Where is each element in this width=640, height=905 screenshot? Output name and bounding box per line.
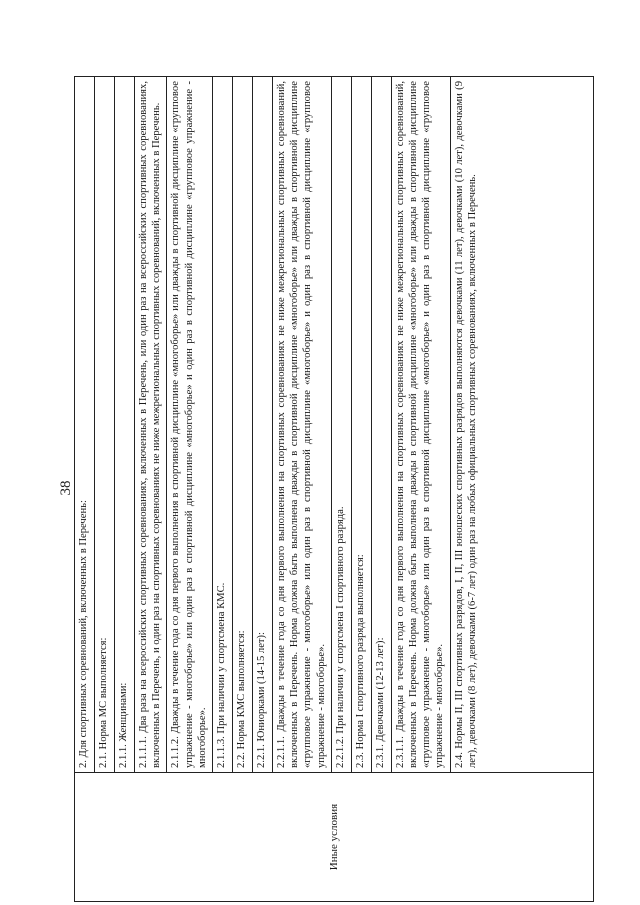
list-item: 2.1. Норма МС выполняется: xyxy=(95,77,115,772)
rotated-document-page xyxy=(58,76,594,902)
list-item: 2.1.1.1. Два раза на всероссийских спортивных соревнованиях, включенных в Перечень, или один раз на всероссийских спортивных соревнованиях, включенных в Перечень, и один раз на спортивных соревнованиях не ниже межрегиональных спортивных соревнований, включенных в Перечень. xyxy=(135,77,167,772)
page-number: 38 xyxy=(58,480,74,496)
list-item: 2. Для спортивных соревнований, включенных в Перечень: xyxy=(75,77,95,772)
table-row xyxy=(75,77,594,902)
list-item: 2.3.1.1. Дважды в течение года со дня первого выполнения на спортивных соревнованиях не ниже межрегиональных спортивных соревнований, включенных в Перечень. Норма должна быть выполнена дважды в спортивной дисциплине «многоборье» или дважды в спортивной дисциплине «групповое упражнение - многоборье» или один раз в спортивной дисциплине «многоборье» и один раз в спортивной дисциплине «групповое упражнение - многоборье». xyxy=(392,77,451,772)
list-item: 2.2.1.2. При наличии у спортсмена I спортивного разряда. xyxy=(332,77,352,772)
list-item: 2.3. Норма I спортивного разряда выполняется: xyxy=(352,77,372,772)
list-item: 2.1.1.3. При наличии у спортсмена КМС. xyxy=(213,77,233,772)
list-item: 2.3.1. Девочками (12-13 лет): xyxy=(372,77,392,772)
list-item: 2.2.1. Юниорками (14-15 лет): xyxy=(253,77,273,772)
list-item: 2.2. Норма КМС выполняется: xyxy=(233,77,253,772)
row-label-cell xyxy=(75,773,594,902)
row-label: Иные условия xyxy=(328,803,340,871)
list-item: 2.4. Нормы II, III спортивных разрядов, I, II, III юношеских спортивных разрядов выполняются девочками (11 лет), девочками (10 лет), девочками (9 лет), девочками (8 лет), девочками (6-7 лет) один раз на любых официальных спортивных соревнованиях, включенных в Перечень. xyxy=(453,81,478,768)
list-item: 2.2.1.1. Дважды в течение года со дня первого выполнения на спортивных соревнованиях не ниже межрегиональных спортивных соревнований, включенных в Перечень. Норма должна быть выполнена дважды в спортивной дисциплине «многоборье» или дважды в спортивной дисциплине «групповое упражнение - многоборье» или один раз в спортивной дисциплине «многоборье» и один раз в спортивной дисциплине «групповое упражнение - многоборье». xyxy=(273,77,332,772)
list-item: 2.1.1. Женщинами: xyxy=(115,77,135,772)
list-item: 2.1.1.2. Дважды в течение года со дня первого выполнения в спортивной дисциплине «многоборье» или дважды в спортивной дисциплине «групповое упражнение - многоборье» или один раз в спортивной дисциплине «многоборье» и один раз в спортивной дисциплине «групповое упражнение - многоборье». xyxy=(167,77,213,772)
conditions-table xyxy=(74,76,594,902)
content-cell xyxy=(75,77,594,773)
